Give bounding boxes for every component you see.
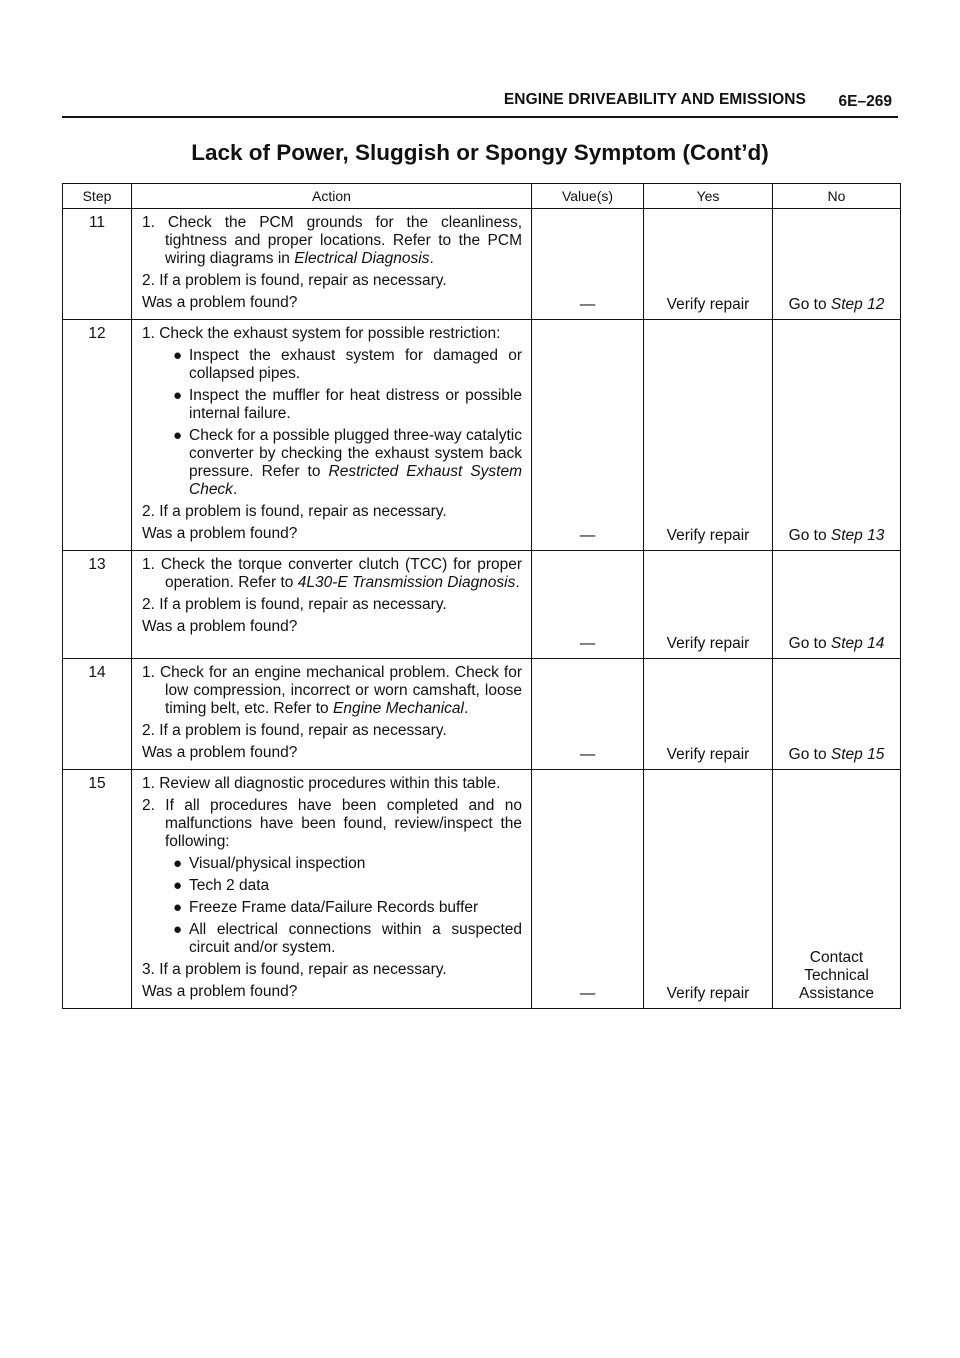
question-text: Was a problem found? [142, 744, 298, 761]
action-item: 2. If a problem is found, repair as necessary. [142, 272, 447, 289]
no-line: Technical [804, 967, 869, 984]
action-item: 2. If all procedures have been completed and no malfunctions have been found, review/inspect the following: [142, 797, 522, 850]
bullet-item: ● Inspect the muffler for heat distress or possible internal failure. [173, 387, 522, 422]
no-cell [773, 770, 901, 1009]
step-number: 15 [63, 770, 132, 1009]
yes-cell: Verify repair [644, 320, 773, 551]
diagnostic-table [62, 183, 901, 1009]
doc-reference: Electrical Diagnosis [294, 250, 430, 267]
action-item: 1. Review all diagnostic procedures within this table. [142, 775, 501, 792]
action-item: 2. If a problem is found, repair as necessary. [142, 596, 447, 613]
action-cell [132, 551, 532, 659]
page-title: Lack of Power, Sluggish or Spongy Symptom (Cont’d) [191, 140, 769, 165]
step-reference: Step 15 [830, 746, 885, 763]
yes-cell: Verify repair [644, 770, 773, 1009]
no-line: Assistance [799, 985, 874, 1002]
bullet-item: ● Tech 2 data [173, 877, 270, 894]
value-cell: — [532, 209, 644, 320]
step-number: 12 [63, 320, 132, 551]
bullet-icon: ● [173, 427, 183, 444]
step-reference: Step 13 [830, 527, 885, 544]
column-header-action: Action [132, 184, 532, 209]
no-line: Contact [809, 949, 864, 966]
no-cell: Go to Step 15 [773, 659, 901, 770]
table-header-row [63, 184, 901, 209]
bullet-item: ● Inspect the exhaust system for damaged or collapsed pipes. [173, 347, 522, 382]
column-header-step: Step [63, 184, 132, 209]
step-reference: Step 14 [830, 635, 885, 652]
action-item: 1. Check the torque converter clutch (TCC) for proper operation. Refer to 4L30-E Transmission Diagnosis. [142, 556, 522, 591]
doc-reference: 4L30-E Transmission Diagnosis [297, 574, 516, 591]
value-cell: — [532, 320, 644, 551]
question-text: Was a problem found? [142, 983, 298, 1000]
bullet-icon: ● [173, 347, 183, 364]
action-cell [132, 659, 532, 770]
table-row [63, 320, 901, 551]
question-text: Was a problem found? [142, 525, 298, 542]
yes-cell: Verify repair [644, 209, 773, 320]
step-reference: Step 12 [830, 296, 885, 313]
question-text: Was a problem found? [142, 294, 298, 311]
action-item: 2. If a problem is found, repair as necessary. [142, 722, 447, 739]
table-row [63, 209, 901, 320]
section-title: ENGINE DRIVEABILITY AND EMISSIONS [503, 91, 806, 108]
bullet-icon: ● [173, 387, 183, 404]
doc-reference: Engine Mechanical [333, 700, 464, 717]
column-header-values: Value(s) [532, 184, 644, 209]
yes-cell: Verify repair [644, 659, 773, 770]
bullet-item: ● Check for a possible plugged three-way catalytic converter by checking the exhaust system back pressure. Refer to Restricted Exhaust System Check. [173, 427, 522, 498]
action-item: 2. If a problem is found, repair as necessary. [142, 503, 447, 520]
bullet-item: ● All electrical connections within a suspected circuit and/or system. [173, 921, 522, 956]
yes-cell: Verify repair [644, 551, 773, 659]
bullet-icon: ● [173, 921, 183, 938]
action-cell [132, 770, 532, 1009]
step-number: 14 [63, 659, 132, 770]
action-item: 3. If a problem is found, repair as necessary. [142, 961, 447, 978]
question-text: Was a problem found? [142, 618, 298, 635]
action-cell [132, 320, 532, 551]
value-cell: — [532, 659, 644, 770]
action-cell [132, 209, 532, 320]
step-number: 11 [63, 209, 132, 320]
action-item: 1. Check for an engine mechanical problem. Check for low compression, incorrect or worn camshaft, loose timing belt, etc. Refer to Engine Mechanical. [142, 664, 522, 717]
value-cell: — [532, 551, 644, 659]
bullet-icon: ● [173, 877, 183, 894]
value-cell: — [532, 770, 644, 1009]
no-cell: Go to Step 13 [773, 320, 901, 551]
no-cell: Go to Step 12 [773, 209, 901, 320]
bullet-icon: ● [173, 899, 183, 916]
column-header-no: No [773, 184, 901, 209]
bullet-icon: ● [173, 855, 183, 872]
table-row [63, 551, 901, 659]
table-row [63, 770, 901, 1009]
bullet-item: ● Freeze Frame data/Failure Records buffer [173, 899, 479, 916]
step-number: 13 [63, 551, 132, 659]
bullet-item: ● Visual/physical inspection [173, 855, 366, 872]
table-row [63, 659, 901, 770]
page-number: 6E–269 [838, 93, 892, 110]
column-header-yes: Yes [644, 184, 773, 209]
action-item: 1. Check the PCM grounds for the cleanliness, tightness and proper locations. Refer to the PCM wiring diagrams in Electrical Diagnosis. [142, 214, 522, 267]
no-cell: Go to Step 14 [773, 551, 901, 659]
page-header [62, 86, 898, 118]
doc-reference: Restricted Exhaust System Check [189, 463, 522, 498]
action-item: 1. Check the exhaust system for possible restriction: [142, 325, 501, 342]
